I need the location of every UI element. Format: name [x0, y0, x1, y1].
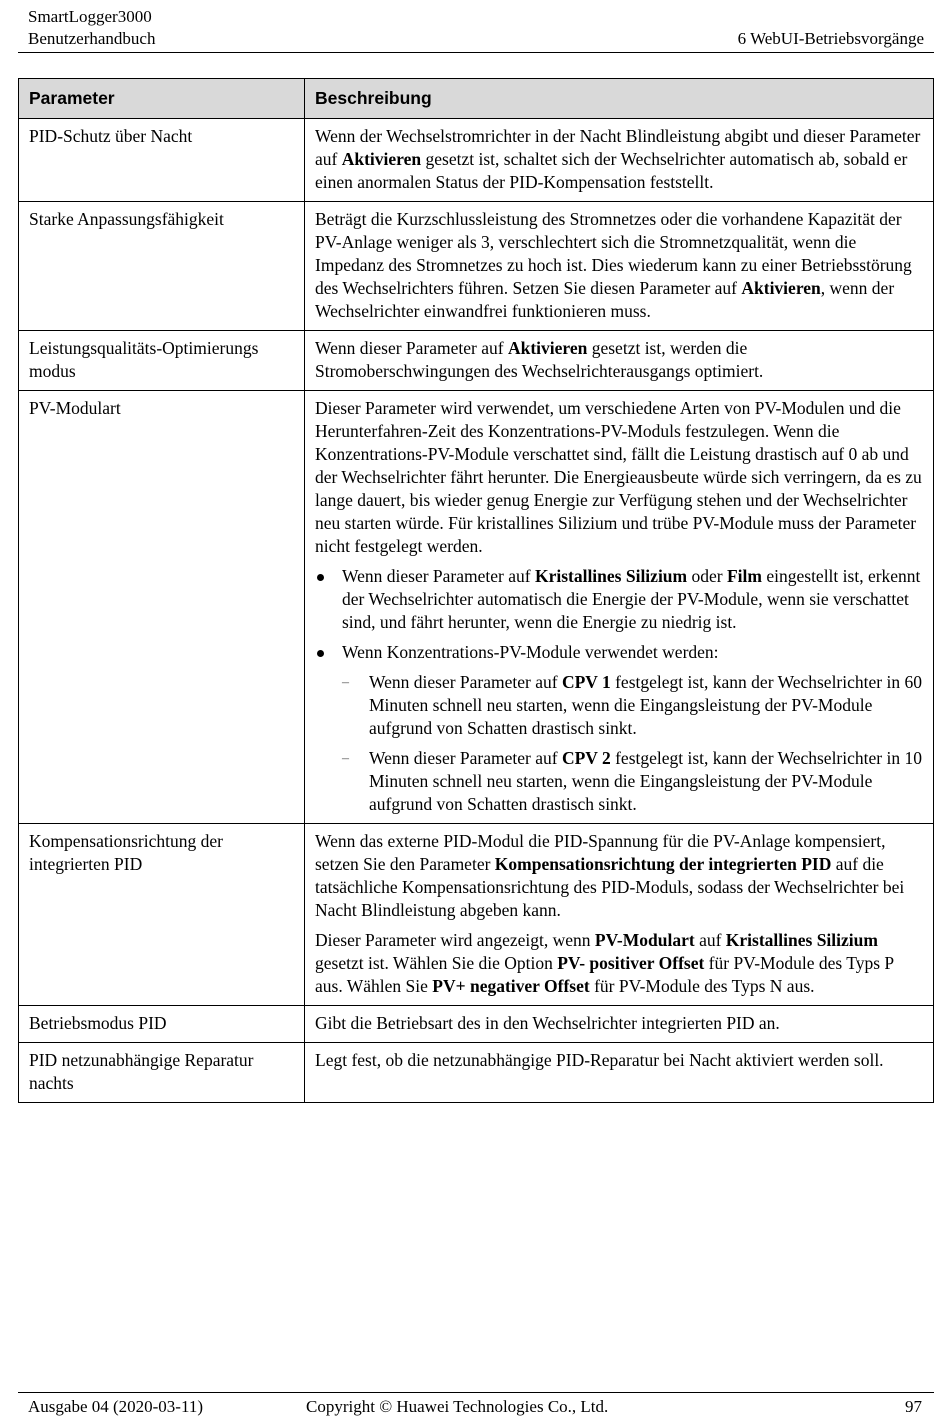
parameter-name: Kompensationsrichtung der integrierten PID: [19, 824, 305, 1006]
edition-label: Ausgabe 04 (2020-03-11): [28, 1397, 203, 1416]
chapter-title: 6 WebUI-Betriebsvorgänge: [737, 29, 924, 48]
parameter-description: [305, 391, 934, 824]
bullet-list: [315, 565, 923, 816]
parameter-description: [305, 331, 934, 391]
manual-name: Benutzerhandbuch: [28, 29, 156, 48]
table-row: [19, 119, 934, 202]
column-header-parameter: Parameter: [19, 79, 305, 119]
header-divider: [18, 52, 934, 53]
table-row: [19, 824, 934, 1006]
description-paragraph: Wenn das externe PID-Modul die PID-Spannung für die PV-Anlage kompensiert, setzen Sie den Parameter Kompensationsrichtung der integrierten PID auf die tatsächliche Kompensationsrichtung des PID-Moduls, sodass der Wechselrichter bei Nacht Blindleistung abgeben kann.: [315, 831, 905, 920]
column-header-description: Beschreibung: [305, 79, 934, 119]
table-row: [19, 202, 934, 331]
bullet-item: Wenn Konzentrations-PV-Module verwendet werden: – Wenn dieser Parameter auf CPV 1 festgelegt ist, kann der Wechselrichter in 60 Minuten schnell neu starten, wenn die Eingangsleistung der PV-Module aufgrund von Schatten drastisch sinkt. – Wenn dieser Parameter auf CPV 2 festgelegt ist, kann der Wechselrichter in 10 Minuten schnell neu starten, wenn die Eingangsleistung der PV-Module aufgrund von Schatten drastisch sinkt.: [315, 641, 923, 816]
description-paragraph: Gibt die Betriebsart des in den Wechselrichter integrierten PID an.: [315, 1013, 780, 1033]
description-paragraph: Wenn der Wechselstromrichter in der Nacht Blindleistung abgibt und dieser Parameter auf Aktivieren gesetzt ist, schaltet sich der Wechselrichter automatisch ab, sobald er einen anormalen Status der PID-Kompensation feststellt.: [315, 126, 921, 192]
table-header-row: [19, 79, 934, 119]
table-row: [19, 331, 934, 391]
table-row: [19, 1006, 934, 1043]
product-name: SmartLogger3000: [28, 7, 152, 26]
description-paragraph: Dieser Parameter wird verwendet, um verschiedene Arten von PV-Modulen und die Herunterfahren-Zeit des Konzentrations-PV-Moduls festzulegen. Wenn die Konzentrations-PV-Module verschattet sind, fällt die Leistung drastisch auf 0 ab und der Wechselrichter fährt herunter. Die Energieausbeute würde sich verringern, da es zu lange dauert, bis wieder genug Energie zur Verfügung stehen und der Wechselrichter neu starten würde. Für kristallines Silizium und trübe PV-Module muss der Parameter nicht festgelegt werden.: [315, 398, 922, 556]
parameter-name: Starke Anpassungsfähigkeit: [19, 202, 305, 331]
description-paragraph: Wenn dieser Parameter auf Aktivieren gesetzt ist, werden die Stromoberschwingungen des Wechselrichterausgangs optimiert.: [315, 338, 764, 381]
description-paragraph: Beträgt die Kurzschlussleistung des Stromnetzes oder die vorhandene Kapazität der PV-Anlage weniger als 3, verschlechtert sich die Stromnetzqualität, wenn die Impedanz des Stromnetzes zu hoch ist. Dies wiederum kann zu einer Betriebsstörung des Wechselrichters führen. Setzen Sie diesen Parameter auf Aktivieren, wenn der Wechselrichter einwandfrei funktionieren muss.: [315, 209, 912, 321]
sub-item: – Wenn dieser Parameter auf CPV 2 festgelegt ist, kann der Wechselrichter in 10 Minuten schnell neu starten, wenn die Eingangsleistung der PV-Module aufgrund von Schatten drastisch sinkt.: [342, 747, 923, 816]
table-row: [19, 1043, 934, 1103]
parameter-name: Betriebsmodus PID: [19, 1006, 305, 1043]
parameter-name: Leistungsqualitäts-Optimierungs modus: [19, 331, 305, 391]
description-paragraph: Dieser Parameter wird angezeigt, wenn PV-Modulart auf Kristallines Silizium gesetzt ist. Wählen Sie die Option PV- positiver Offset für PV-Module des Typs P aus. Wählen Sie PV+ negativer Offset für PV-Module des Typs N aus.: [315, 930, 894, 996]
table-row: [19, 391, 934, 824]
parameter-description: [305, 119, 934, 202]
page-header-left: [28, 6, 155, 50]
parameter-name: PID netzunabhängige Reparatur nachts: [19, 1043, 305, 1103]
copyright-label: Copyright © Huawei Technologies Co., Ltd.: [306, 1397, 609, 1416]
footer-divider: [18, 1392, 934, 1393]
parameter-name: PID-Schutz über Nacht: [19, 119, 305, 202]
description-paragraph: Legt fest, ob die netzunabhängige PID-Reparatur bei Nacht aktiviert werden soll.: [315, 1050, 884, 1070]
parameter-description: [305, 1006, 934, 1043]
sub-list: [342, 671, 923, 816]
parameter-description: [305, 202, 934, 331]
parameter-description: [305, 1043, 934, 1103]
parameter-description: [305, 824, 934, 1006]
page-number: 97: [905, 1397, 922, 1416]
bullet-item: Wenn dieser Parameter auf Kristallines Silizium oder Film eingestellt ist, erkennt der Wechselrichter automatisch die Energie der PV-Module, wenn sie verschattet sind, und fährt herunter, wenn die Energie zu niedrig ist.: [315, 565, 923, 634]
sub-item: – Wenn dieser Parameter auf CPV 1 festgelegt ist, kann der Wechselrichter in 60 Minuten schnell neu starten, wenn die Eingangsleistung der PV-Module aufgrund von Schatten drastisch sinkt.: [342, 671, 923, 740]
parameter-table: [18, 78, 934, 1103]
parameter-name: PV-Modulart: [19, 391, 305, 824]
